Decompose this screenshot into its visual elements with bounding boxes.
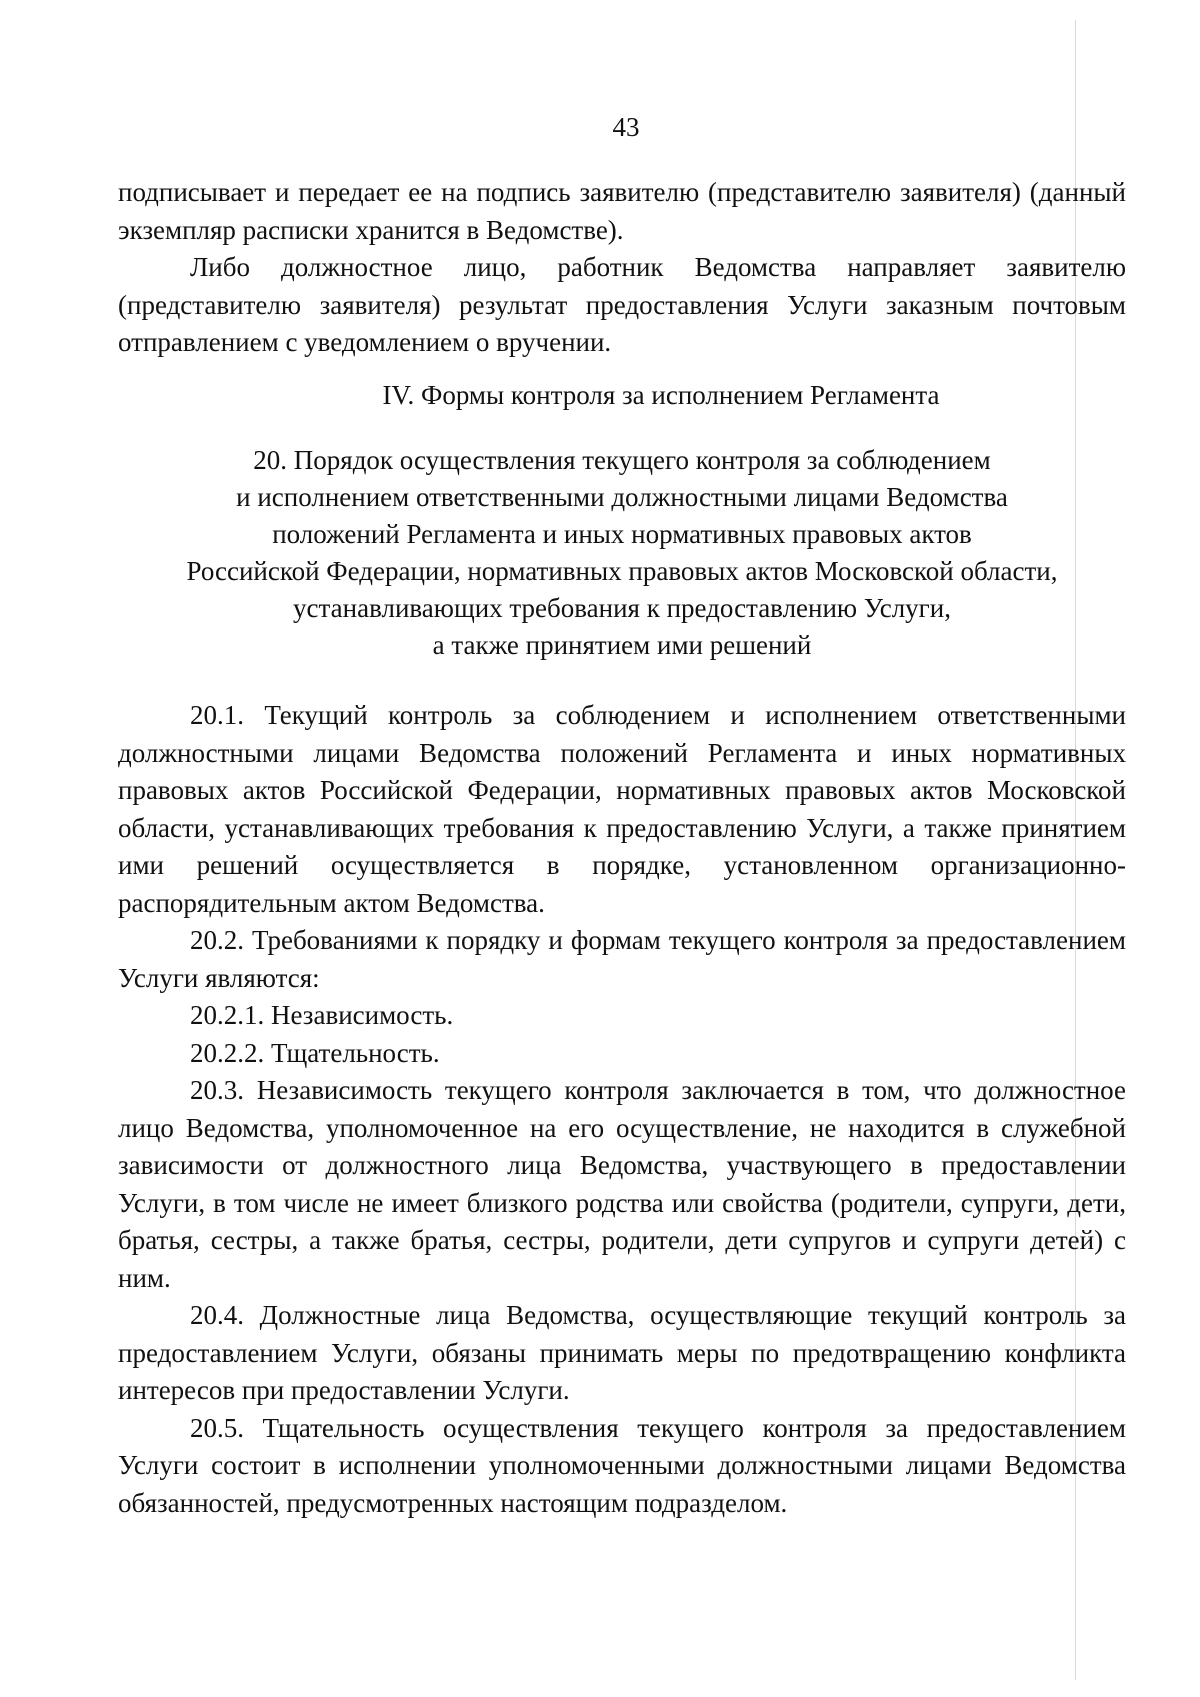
subsection-heading-line: положений Регламента и иных нормативных правовых актов <box>272 519 972 549</box>
paragraph-20-2: 20.2. Требованиями к порядку и формам текущего контроля за предоставлением Услуги являются: <box>118 925 1126 993</box>
spacer <box>118 664 1126 697</box>
paragraph-20-1: 20.1. Текущий контроль за соблюдением и исполнением ответственными должностными лицами Ведомства положений Регламента и иных нормативных правовых актов Российской Федерации, нормативных правовых актов Московской области, устанавливающих требования к предоставлению Услуги, а также принятием ими решений осуществляется в порядке, установленном организационно-распорядительным актом Ведомства. <box>118 700 1126 918</box>
paragraph-continuation: подписывает и передает ее на подпись заявителю (представителю заявителя) (данный экземпляр расписки хранится в Ведомстве). <box>118 177 1126 245</box>
paragraph-20-4: 20.4. Должностные лица Ведомства, осуществляющие текущий контроль за предоставлением Услуги, обязаны принимать меры по предотвращению конфликта интересов при предоставлении Услуги. <box>118 1300 1126 1405</box>
subsection-heading-line: а также принятием ими решений <box>432 630 812 660</box>
paragraph-20-3: 20.3. Независимость текущего контроля заключается в том, что должностное лицо Ведомства, уполномоченное на его осуществление, не находится в служебной зависимости от должностного лица Ведомства, участвующего в предоставлении Услуги, в том числе не имеет близкого родства или свойства (родители, супруги, дети, братья, сестры, а также братья, сестры, родители, дети супругов и супруги детей) с ним. <box>118 1075 1126 1293</box>
document-body <box>118 174 1126 1522</box>
section-heading: IV. Формы контроля за исполнением Регламента <box>382 379 940 410</box>
subsection-heading-line: 20. Порядок осуществления текущего контроля за соблюдением <box>253 445 991 475</box>
subsection-heading-line: устанавливающих требования к предоставлению Услуги, <box>293 593 951 623</box>
subsection-heading-line: Российской Федерации, нормативных правовых актов Московской области, <box>186 556 1058 586</box>
paragraph-delivery: Либо должностное лицо, работник Ведомства направляет заявителю (представителю заявителя) результат предоставления Услуги заказным почтовым отправлением с уведомлением о вручении. <box>118 252 1126 357</box>
paragraph-20-2-2: 20.2.2. Тщательность. <box>190 1037 440 1068</box>
paragraph-20-5: 20.5. Тщательность осуществления текущего контроля за предоставлением Услуги состоит в исполнении уполномоченными должностными лицами Ведомства обязанностей, предусмотренных настоящим подразделом. <box>118 1412 1126 1518</box>
subsection-heading <box>118 442 1126 664</box>
paragraph-20-2-1: 20.2.1. Независимость. <box>190 1000 454 1030</box>
page-number: 43 <box>612 112 640 142</box>
subsection-heading-line: и исполнением ответственными должностными лицами Ведомства <box>236 482 1008 512</box>
